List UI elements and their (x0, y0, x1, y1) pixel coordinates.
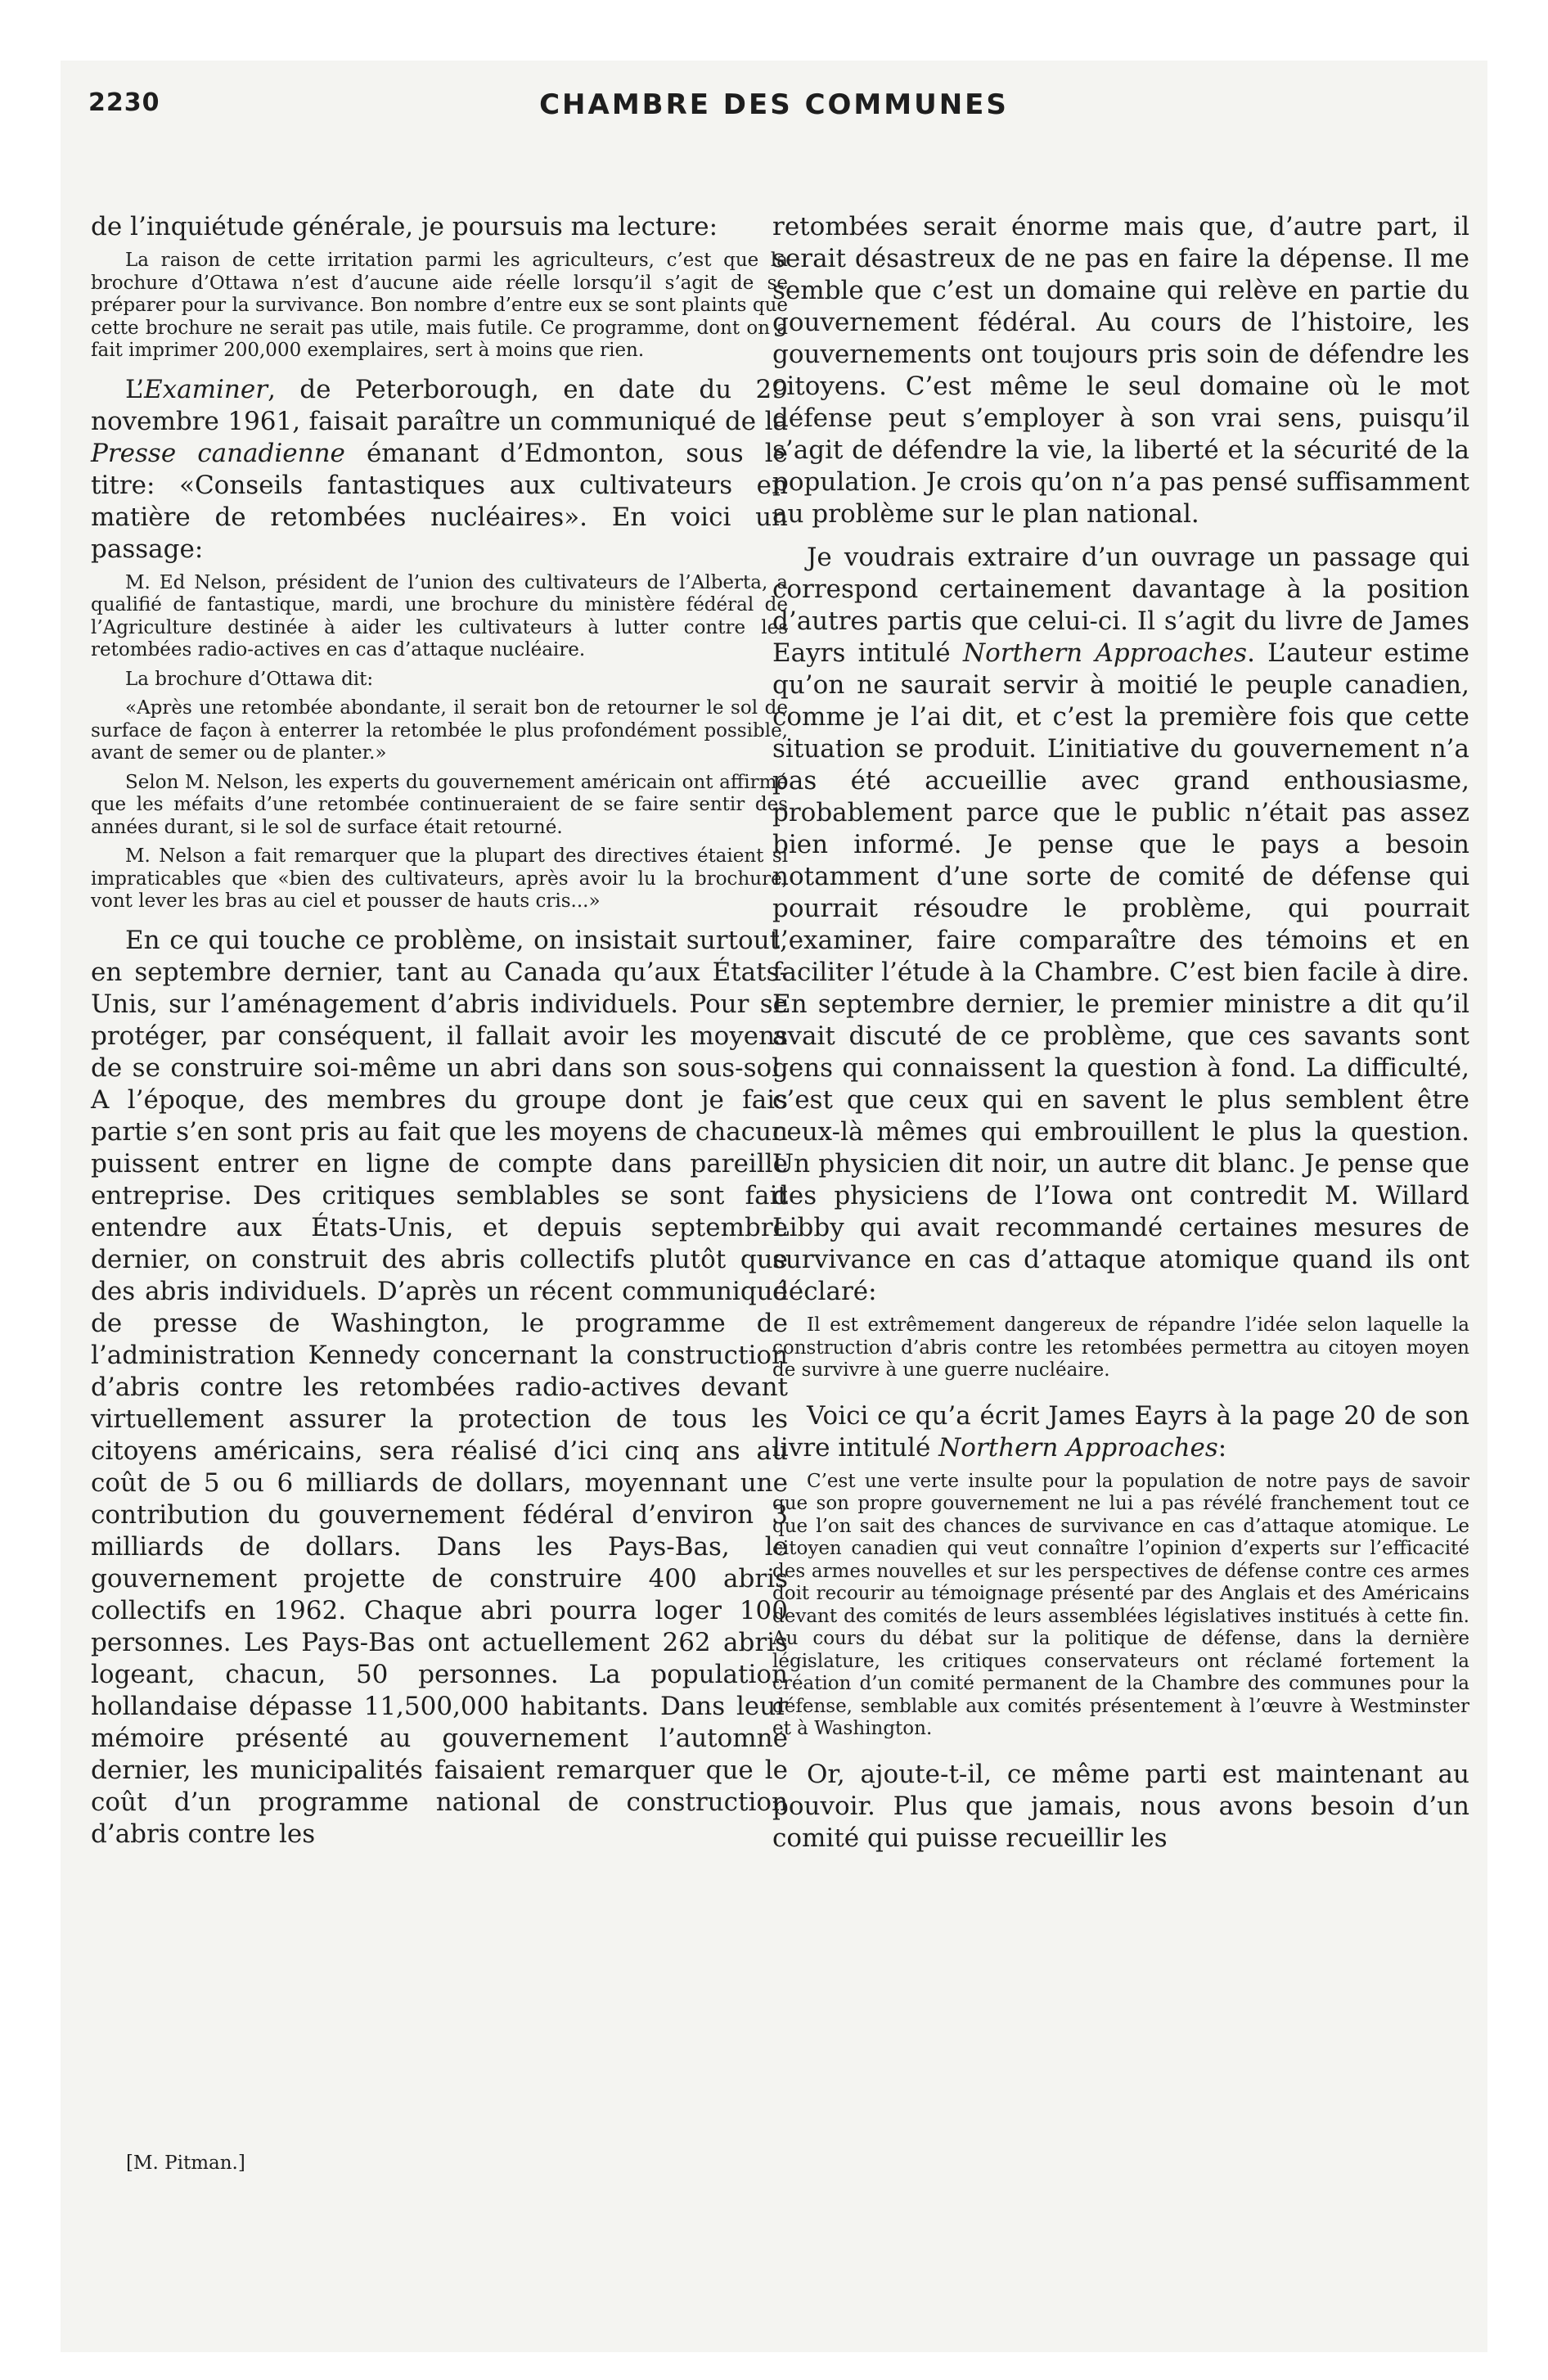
paragraph: Voici ce qu’a écrit James Eayrs à la page 20 de son livre intitulé Northern Approaches: (772, 1400, 1469, 1463)
running-title: CHAMBRE DES COMMUNES (539, 88, 1009, 121)
agency-name: Presse canadienne (91, 438, 345, 468)
block-quote: La raison de cette irritation parmi les agriculteurs, c’est que la brochure d’Ottawa n’est d’aucune aide réelle lorsqu’il s’agit de se préparer pour la survivance. Bon nombre d’entre eux se sont plaints que cette brochure ne serait pas utile, mais futile. Ce programme, dont on a fait imprimer 200,000 exemplaires, sert à moins que rien. (91, 250, 788, 361)
paragraph: L’Examiner, de Peterborough, en date du 29 novembre 1961, faisait paraître un communiqué de la Presse canadienne émanant d’Edmonton, sous le titre: «Conseils fantastiques aux cultivateurs en matière de retombées nucléaires». En voici un passage: (91, 374, 788, 564)
block-quote: Il est extrêmement dangereux de répandre l’idée selon laquelle la construction d’abris contre les retombées permettra au citoyen moyen de survivre à une guerre nucléaire. (772, 1314, 1469, 1381)
newspaper-title: Examiner (144, 374, 268, 404)
speaker-signature: [M. Pitman.] (126, 2152, 245, 2174)
block-quote: «Après une retombée abondante, il serait bon de retourner le sol de surface de façon à enterrer la retombée le plus profondément possible, avant de semer ou de planter.» (91, 697, 788, 764)
block-quote: Selon M. Nelson, les experts du gouvernement américain ont affirmé que les méfaits d’une retombée continueraient de se faire sentir des années durant, si le sol de surface était retourné. (91, 771, 788, 838)
paragraph: En ce qui touche ce problème, on insistait surtout, en septembre dernier, tant au Canada qu’aux États-Unis, sur l’aménagement d’abris individuels. Pour se protéger, par conséquent, il fallait avoir les moyens de se construire soi-même un abri dans son sous-sol. A l’époque, des membres du groupe dont je fais partie s’en sont pris au fait que les moyens de chacun puissent entrer en ligne de compte dans pareille entreprise. Des critiques semblables se sont fait entendre aux États-Unis, et depuis septembre dernier, on construit des abris collectifs plutôt que des abris individuels. D’après un récent communiqué de presse de Washington, le programme de l’administration Kennedy concernant la construction d’abris contre les retombées radio-actives devant virtuellement assurer la protection de tous les citoyens américains, sera réalisé d’ici cinq ans au coût de 5 ou 6 milliards de dollars, moyennant une contribution du gouvernement fédéral d’environ 3 milliards de dollars. Dans les Pays-Bas, le gouvernement projette de construire 400 abris collectifs en 1962. Chaque abri pourra loger 100 personnes. Les Pays-Bas ont actuellement 262 abris logeant, chacun, 50 personnes. La population hollandaise dépasse 11,500,000 habitants. Dans leur mémoire présenté au gouvernement l’automne dernier, les municipalités faisaient remarquer que le coût d’un programme national de construction d’abris contre les (91, 925, 788, 1849)
paragraph: Or, ajoute-t-il, ce même parti est maintenant au pouvoir. Plus que jamais, nous avons besoin d’un comité qui puisse recueillir les (772, 1759, 1469, 1853)
block-quote: C’est une verte insulte pour la population de notre pays de savoir que son propre gouvernement ne lui a pas révélé franchement tout ce que l’on sait des chances de survivance en cas d’attaque atomique. Le citoyen canadien qui veut connaître l’opinion d’experts sur l’efficacité des armes nouvelles et sur les perspectives de défense contre ces armes doit recourir au témoignage présenté par des Anglais et des Américains devant des comités de leurs assemblées législatives institués à cette fin. Au cours du débat sur la politique de défense, dans la dernière législature, les critiques conservateurs ont réclamé fortement la création d’un comité permanent de la Chambre des communes pour la défense, semblable aux comités présentement à l’œuvre à Westminster et à Washington. (772, 1470, 1469, 1739)
block-quote: M. Ed Nelson, président de l’union des cultivateurs de l’Alberta, a qualifié de fantastique, mardi, une brochure du ministère fédéral de l’Agriculture destinée à aider les cultivateurs à lutter contre les retombées radio-actives en cas d’attaque nucléaire. (91, 571, 788, 660)
page-header (88, 88, 1460, 129)
block-quote: M. Nelson a fait remarquer que la plupart des directives étaient si impraticables que «bien des cultivateurs, après avoir lu la brochure, vont lever les bras au ciel et pousser de hauts cris...» (91, 845, 788, 912)
right-column (772, 211, 1469, 1855)
book-title: Northern Approaches (962, 638, 1248, 668)
paragraph: retombées serait énorme mais que, d’autre part, il serait désastreux de ne pas en faire la dépense. Il me semble que c’est un domaine qui relève en partie du gouvernement fédéral. Au cours de l’histoire, les gouvernements ont toujours pris soin de défendre les citoyens. C’est même le seul domaine où le mot défense peut s’employer à son vrai sens, puisqu’il s’agit de défendre la vie, la liberté et la sécurité de la population. Je crois qu’on n’a pas pensé suffisamment au problème sur le plan national. (772, 212, 1469, 529)
left-column (91, 211, 788, 1850)
paragraph: Je voudrais extraire d’un ouvrage un passage qui correspond certainement davantage à la position d’autres partis que celui-ci. Il s’agit du livre de James Eayrs intitulé Northern Approaches. L’auteur estime qu’on ne saurait servir à moitié le peuple canadien, comme je l’ai dit, et c’est la première fois que cette situation se produit. L’initiative du gouvernement n’a pas été accueillie avec grand enthousiasme, probablement parce que le public n’était pas assez bien informé. Je pense que le pays a besoin notamment d’une sorte de comité de défense qui pourrait résoudre le problème, qui pourrait l’examiner, faire comparaître des témoins et en faciliter l’étude à la Chambre. C’est bien facile à dire. En septembre dernier, le premier ministre a dit qu’il avait discuté de ce problème, que ces savants sont gens qui connaissent la question à fond. La difficulté, c’est que ceux qui en savent le plus semblent être ceux-là mêmes qui embrouillent le plus la question. Un physicien dit noir, un autre dit blanc. Je pense que des physiciens de l’Iowa ont contredit M. Willard Libby qui avait recommandé certaines mesures de survivance en cas d’attaque atomique quand ils ont déclaré: (772, 543, 1470, 1306)
block-quote: La brochure d’Ottawa dit: (125, 668, 374, 690)
book-title: Northern Approaches (938, 1432, 1218, 1463)
page-number: 2230 (88, 88, 160, 117)
paragraph: de l’inquiétude générale, je poursuis ma lecture: (91, 212, 718, 241)
